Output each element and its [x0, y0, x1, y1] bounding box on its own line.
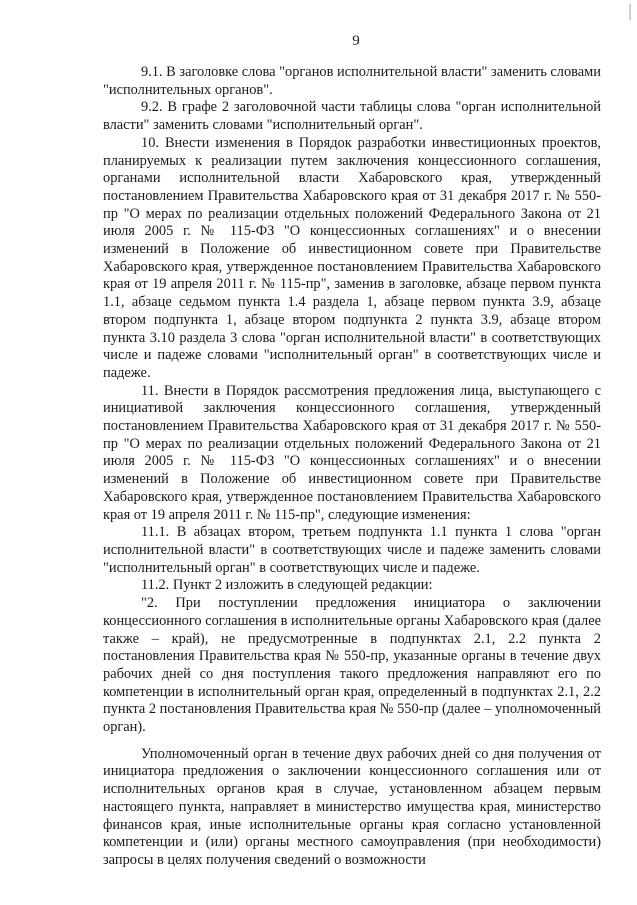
page-number: 9: [352, 33, 360, 49]
paragraph-11: 11. Внести в Порядок рассмотрения предложения лица, выступающего с инициативой заключения концессионного соглашения, утвержденный постановлением Правительства Хабаровского края от 31 декабря 2017 г. № 550-пр "О мерах по реализации отдельных положений Федерального Закона от 21 июля 2005 г. № 115-ФЗ "О концессионных соглашениях" и о внесении изменений в Положение об инвестиционном совете при Правительстве Хабаровского края, утвержденное постановлением Правительства Хабаровского края от 19 апреля 2011 г. № 115-пр", следующие изменения:: [103, 382, 601, 523]
paragraph-11-1: 11.1. В абзацах втором, третьем подпункта 1.1 пункта 1 слова "орган исполнительной власти" в соответствующих числе и падеже заменить словами "исполнительный орган" в соответствующих числе и падеже.: [103, 524, 601, 576]
paragraph-authorized-body: Уполномоченный орган в течение двух рабочих дней со дня получения от инициатора предложения о заключении концессионного соглашения или от исполнительных органов края в случае, установленном абзацем первым настоящего пункта, направляет в министерство имущества края, министерство финансов края, иные исполнительные органы края согласно установленной компетенции и (или) органы местного самоуправления (при необходимости) запросы в целях получения сведений о возможности: [103, 745, 601, 868]
document-body: [103, 64, 601, 870]
paragraph-10: 10. Внести изменения в Порядок разработки инвестиционных проектов, планируемых к реализации путем заключения концессионного соглашения, органами исполнительной власти Хабаровского края, утвержденный постановлением Правительства Хабаровского края от 31 декабря 2017 г. № 550-пр "О мерах по реализации отдельных положений Федерального Закона от 21 июля 2005 г. № 115-ФЗ "О концессионных соглашениях" и о внесении изменений в Положение об инвестиционном совете при Правительстве Хабаровского края, утвержденное постановлением Правительства Хабаровского края от 19 апреля 2011 г. № 115-пр", заменив в заголовке, абзаце первом пункта 1.1, абзаце седьмом пункта 1.4 раздела 1, абзаце первом пункта 3.9, абзаце втором подпункта 1, абзаце втором подпункта 2 пункта 3.9, абзаце втором пункта 3.10 раздела 3 слова "орган исполнительной власти" в соответствующих числе и падеже словами "исполнительный орган" в соответствующих числе и падеже.: [103, 134, 601, 381]
scan-artifact: [629, 4, 631, 20]
paragraph-new-point-2: "2. При поступлении предложения инициатора о заключении концессионного соглашения в исполнительные органы Хабаровского края (далее также – край), не предусмотренные в подпунктах 2.1, 2.2 пункта 2 постановления Правительства края № 550-пр, указанные органы в течение двух рабочих дней со дня поступления такого предложения направляют его по компетенции в исполнительный орган края, определенный в подпунктах 2.1, 2.2 пункта 2 постановления Правительства края № 550-пр (далее – уполномоченный орган).: [103, 595, 601, 736]
paragraph-11-2: 11.2. Пункт 2 изложить в следующей редакции:: [141, 577, 433, 594]
paragraph-9-1: 9.1. В заголовке слова "органов исполнительной власти" заменить словами "исполнительных органов".: [103, 64, 601, 98]
paragraph-9-2: 9.2. В графе 2 заголовочной части таблицы слова "орган исполнительной власти" заменить словами "исполнительный орган".: [103, 99, 601, 134]
